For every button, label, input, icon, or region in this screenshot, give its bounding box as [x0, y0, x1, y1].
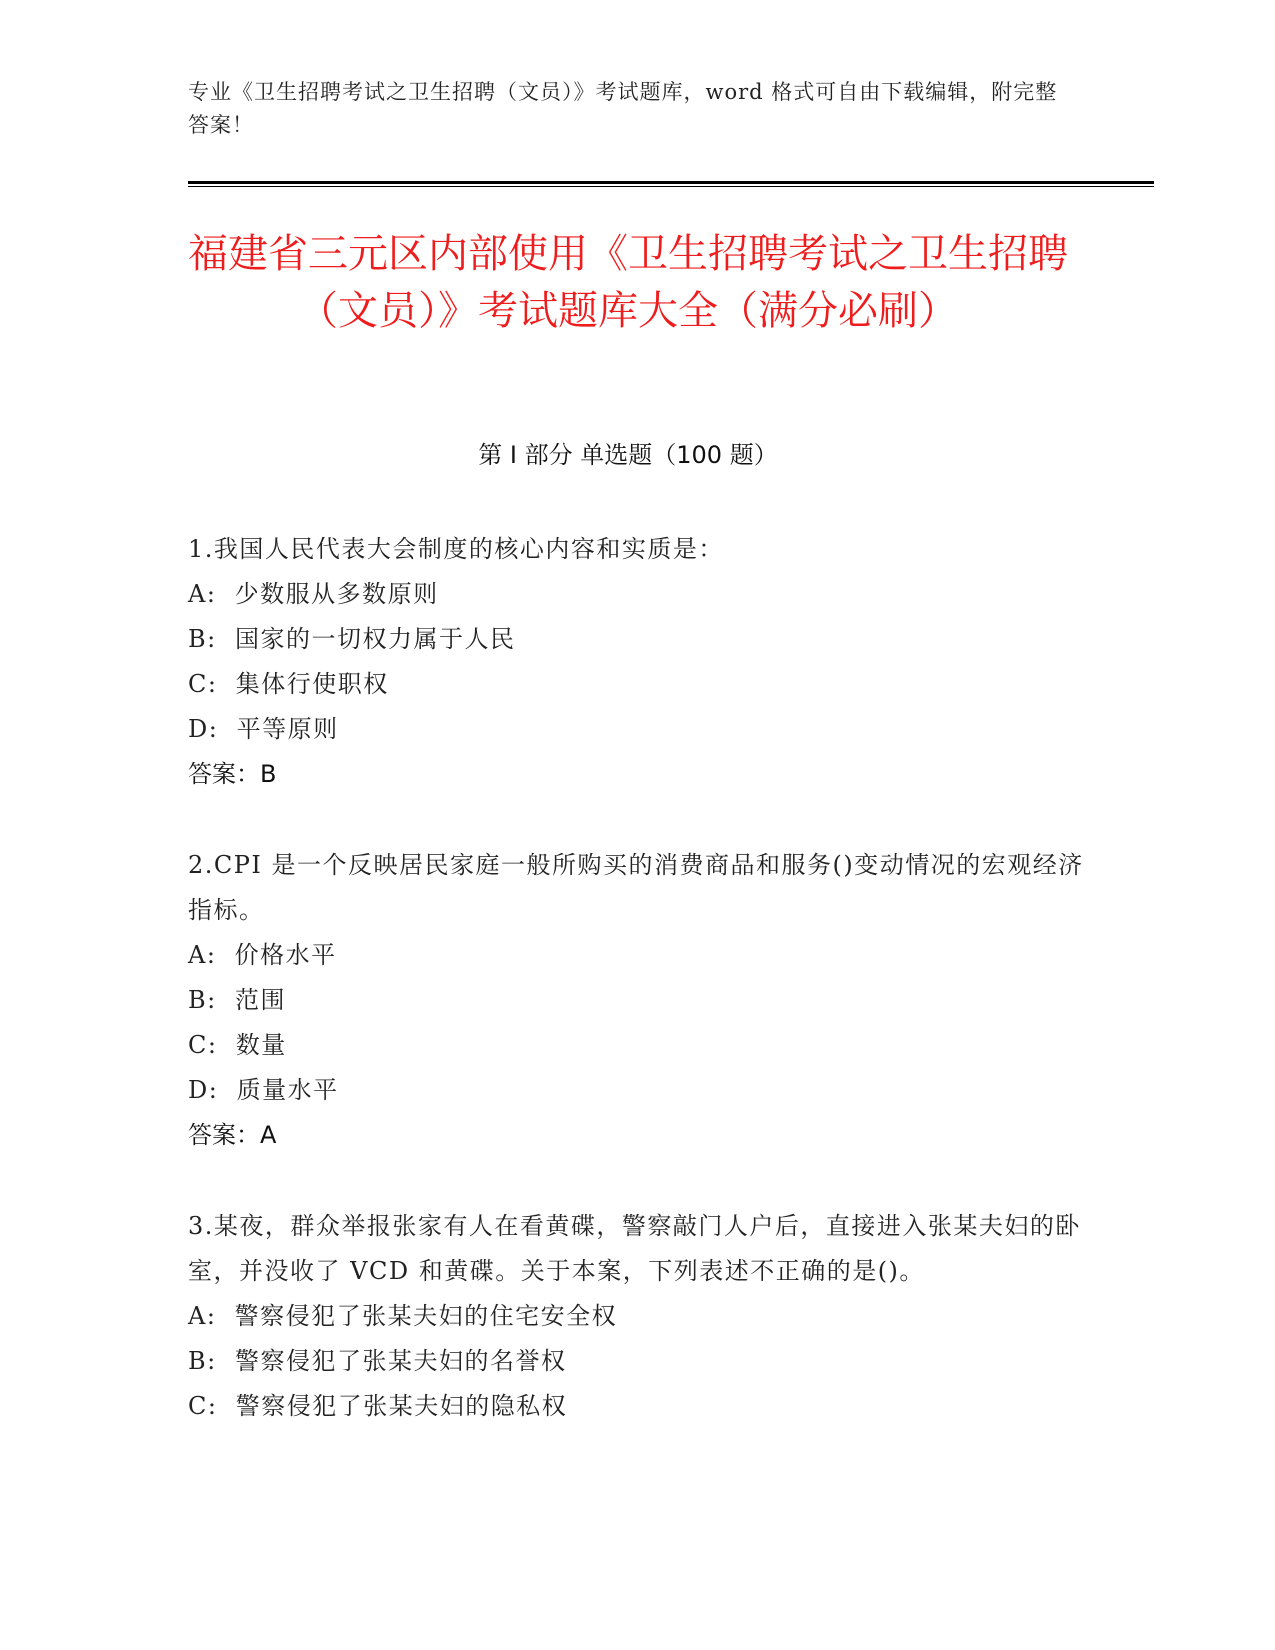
option-c: C: 数量 — [188, 1031, 287, 1059]
question-text: 1.我国人民代表大会制度的核心内容和实质是： — [188, 535, 724, 563]
option-d: D: 平等原则 — [188, 715, 339, 743]
option-b: B: 范围 — [188, 986, 286, 1014]
option-b: B: 国家的一切权力属于人民 — [188, 625, 516, 653]
option-a: A: 少数服从多数原则 — [188, 580, 439, 608]
question-text: 3.某夜，群众举报张家有人在看黄碟，警察敲门人户后，直接进入张某夫妇的卧室，并没收了 VCD 和黄碟。关于本案，下列表述不正确的是()。 — [188, 1212, 1081, 1285]
question-text: 2.CPI 是一个反映居民家庭一般所购买的消费商品和服务()变动情况的宏观经济指标。 — [188, 851, 1084, 924]
option-d: D: 质量水平 — [188, 1076, 339, 1104]
header-divider-thin — [188, 186, 1154, 187]
question-item — [188, 527, 1088, 797]
question-list — [188, 527, 1088, 1475]
header-note: 专业《卫生招聘考试之卫生招聘（文员）》考试题库，word 格式可自由下载编辑，附完整答案！ — [188, 80, 1058, 137]
option-b: B: 警察侵犯了张某夫妇的名誉权 — [188, 1347, 567, 1375]
document-title: 福建省三元区内部使用《卫生招聘考试之卫生招聘（文员）》考试题库大全（满分必刷） — [188, 231, 1068, 334]
option-a: A: 价格水平 — [188, 941, 337, 969]
option-c: C: 集体行使职权 — [188, 670, 389, 698]
question-item — [188, 1204, 1088, 1429]
header-divider-thick — [188, 181, 1154, 184]
section-heading: 第 I 部分 单选题（100 题） — [478, 441, 778, 469]
question-item — [188, 843, 1088, 1158]
answer-line: 答案：B — [188, 760, 277, 788]
option-c: C: 警察侵犯了张某夫妇的隐私权 — [188, 1392, 568, 1420]
answer-line: 答案：A — [188, 1121, 277, 1149]
option-a: A: 警察侵犯了张某夫妇的住宅安全权 — [188, 1302, 618, 1330]
